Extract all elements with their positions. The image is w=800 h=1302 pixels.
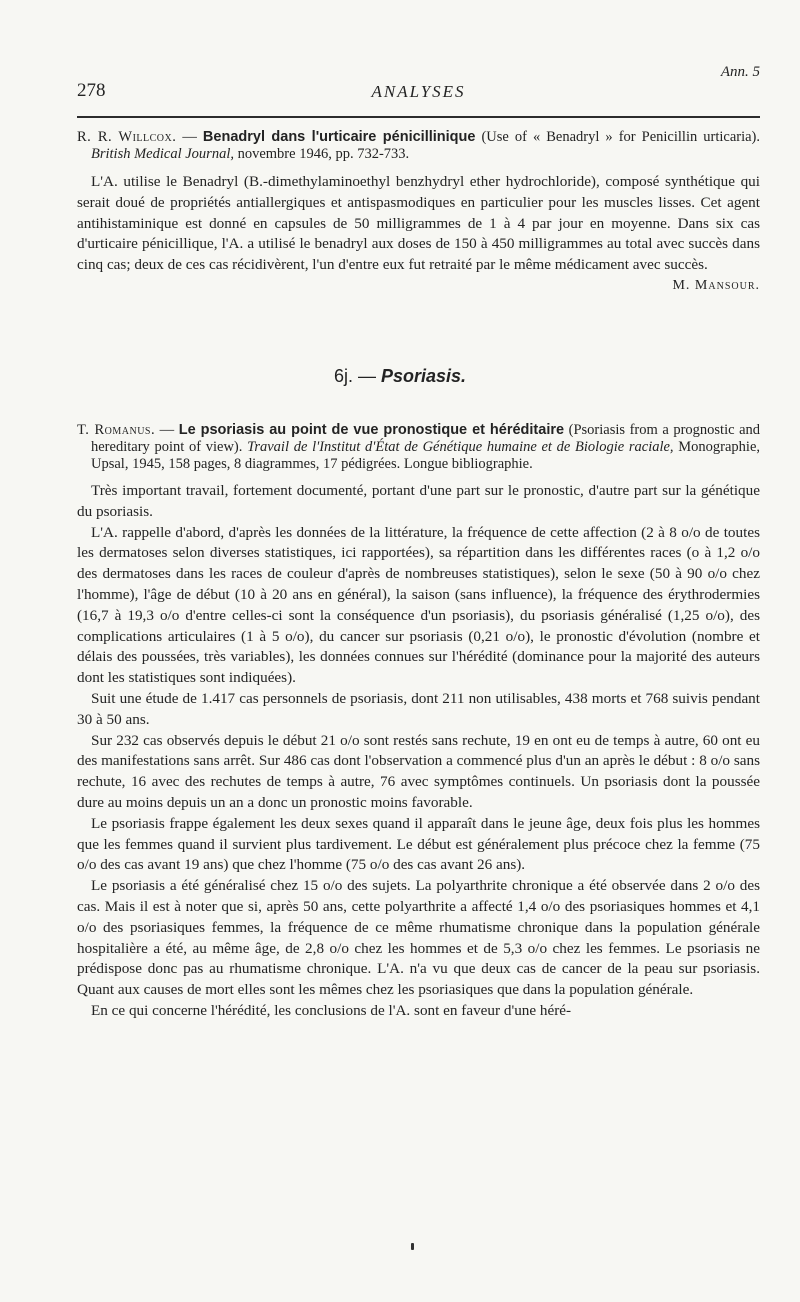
running-title: ANALYSES [371,82,466,101]
author: R. R. Willcox. [77,129,177,145]
reference [77,422,760,473]
author: T. Romanus. [77,422,156,438]
article-title: Le psoriasis au point de vue pronostique et héréditaire [178,422,565,438]
dash: — [155,422,179,438]
citation: novembre 1946, pp. 732-733. [233,146,410,162]
running-head [77,62,760,114]
paragraph: Suit une étude de 1.417 cas personnels de psoriasis, dont 211 non utilisables, 438 morts et 768 suivis pendant 30 à 50 ans. [77,689,760,728]
review-psoriasis [77,422,760,1022]
section-number: 6j. — [333,366,381,386]
paragraph: Sur 232 cas observés depuis le début 21 o/o sont restés sans rechute, 19 en ont eu de temps à autre, 60 ont eu des manifestations sans arrêt. Sur 486 cas dont l'observation a commencé plus d'un an après le début : 8 o/o sans rechute, 16 avec des rechutes de temps à autre, 76 avec symptômes continuels. Un psoriasis dont la poussée dure au moins depuis un an a donc un pronostic moins favorable. [77,731,760,811]
section-title: Psoriasis. [380,366,467,386]
paragraph: Très important travail, fortement documenté, portant d'une part sur le pronostic, d'autre part sur la génétique du psoriasis. [77,482,760,520]
page-number: 278 [77,80,106,101]
citation: Monographie, Upsal, 1945, 158 pages, 8 diagrammes, 17 pédigrées. Longue bibliographie. [91,439,761,472]
volume-label: Ann. 5 [720,64,760,80]
header-rule [77,116,760,118]
section-heading [0,366,800,387]
paragraph: En ce qui concerne l'hérédité, les conclusions de l'A. sont en faveur d'une héré- [91,1001,572,1019]
journal-name: British Medical Journal, [91,146,234,162]
reference [77,129,760,163]
review-benadryl [77,129,760,294]
paragraph: Le psoriasis frappe également les deux sexes quand il apparaît dans le jeune âge, deux fois plus les hommes que les femmes quand il survient plus tardivement. Le début est généralement plus précoce chez la femme (75 o/o des cas avant 19 ans) que chez l'homme (75 o/o des cas avant 26 ans). [77,814,760,874]
ink-speck [411,1243,414,1250]
original-title: (Psoriasis from a prognostic and hereditary point of view). [91,422,761,455]
paragraph: L'A. rappelle d'abord, d'après les données de la littérature, la fréquence de cette affection (2 à 8 o/o de toutes les dermatoses selon diverses statistiques, ici rapportées), sa répartition dans les différentes races (o à 1,2 o/o des dermatoses dans les races de couleur d'après de nombreuses statistiques), selon le sexe (50 à 90 o/o chez l'homme), l'âge de début (10 à 20 ans en général), la saison (sans influence), la fréquence des érythrodermies (16,7 à 19,3 o/o d'entre celles-ci sont la conséquence d'un psoriasis), du psoriasis généralisé (1,25 o/o), des complications articulaires (1 à 5 o/o), du cancer sur psoriasis (0,21 o/o), le pronostic d'évolution (nombre et délais des poussées, très variables), les données connues sur l'hérédité (dominance pour la majorité des auteurs dont les statistiques sont indiquées). [77,523,760,687]
paragraph: L'A. utilise le Benadryl (B.-dimethylaminoethyl benzhydryl ether hydrochloride), composé synthétique qui serait doué de propriétés antiallergiques et antispasmodiques en particulier pour les muscles lisses. Cet agent antihistaminique est donné en capsules de 50 milligrammes de 1 à 4 par jour en moyenne. Dans six cas d'urticaire pénicillique, l'A. a utilisé le benadryl aux doses de 150 à 450 milligrammes au total avec succès dans cinq cas; deux de ces cas récidivèrent, l'un d'entre eux fut retraité par le même médicament avec succès. [77,173,760,274]
original-title: (Use of « Benadryl » for Penicillin urticaria). [475,129,761,145]
paragraph: Le psoriasis a été généralisé chez 15 o/o des sujets. La polyarthrite chronique a été observée dans 2 o/o des cas. Mais il est à noter que si, après 50 ans, cette polyarthrite a affecté 1,4 o/o des psoriasiques hommes et 4,1 o/o des psoriasiques femmes, la fréquence de ce même rhumatisme chronique dans la population générale hospitalière a été, au même âge, de 2,8 o/o chez les hommes et de 5,3 o/o chez les femmes. Le psoriasis ne prédispose donc pas au rhumatisme chronique. L'A. n'a vu que deux cas de cancer de la peau sur psoriasis. Quant aux causes de mort elles sont les mêmes chez les psoriasiques que dans la population générale. [77,877,760,999]
reviewer-signature: M. Mansour. [672,277,760,293]
journal-name: Travail de l'Institut d'État de Génétique humaine et de Biologie raciale, [247,439,674,455]
dash: — [176,129,203,145]
article-title: Benadryl dans l'urticaire pénicillinique [202,129,476,145]
